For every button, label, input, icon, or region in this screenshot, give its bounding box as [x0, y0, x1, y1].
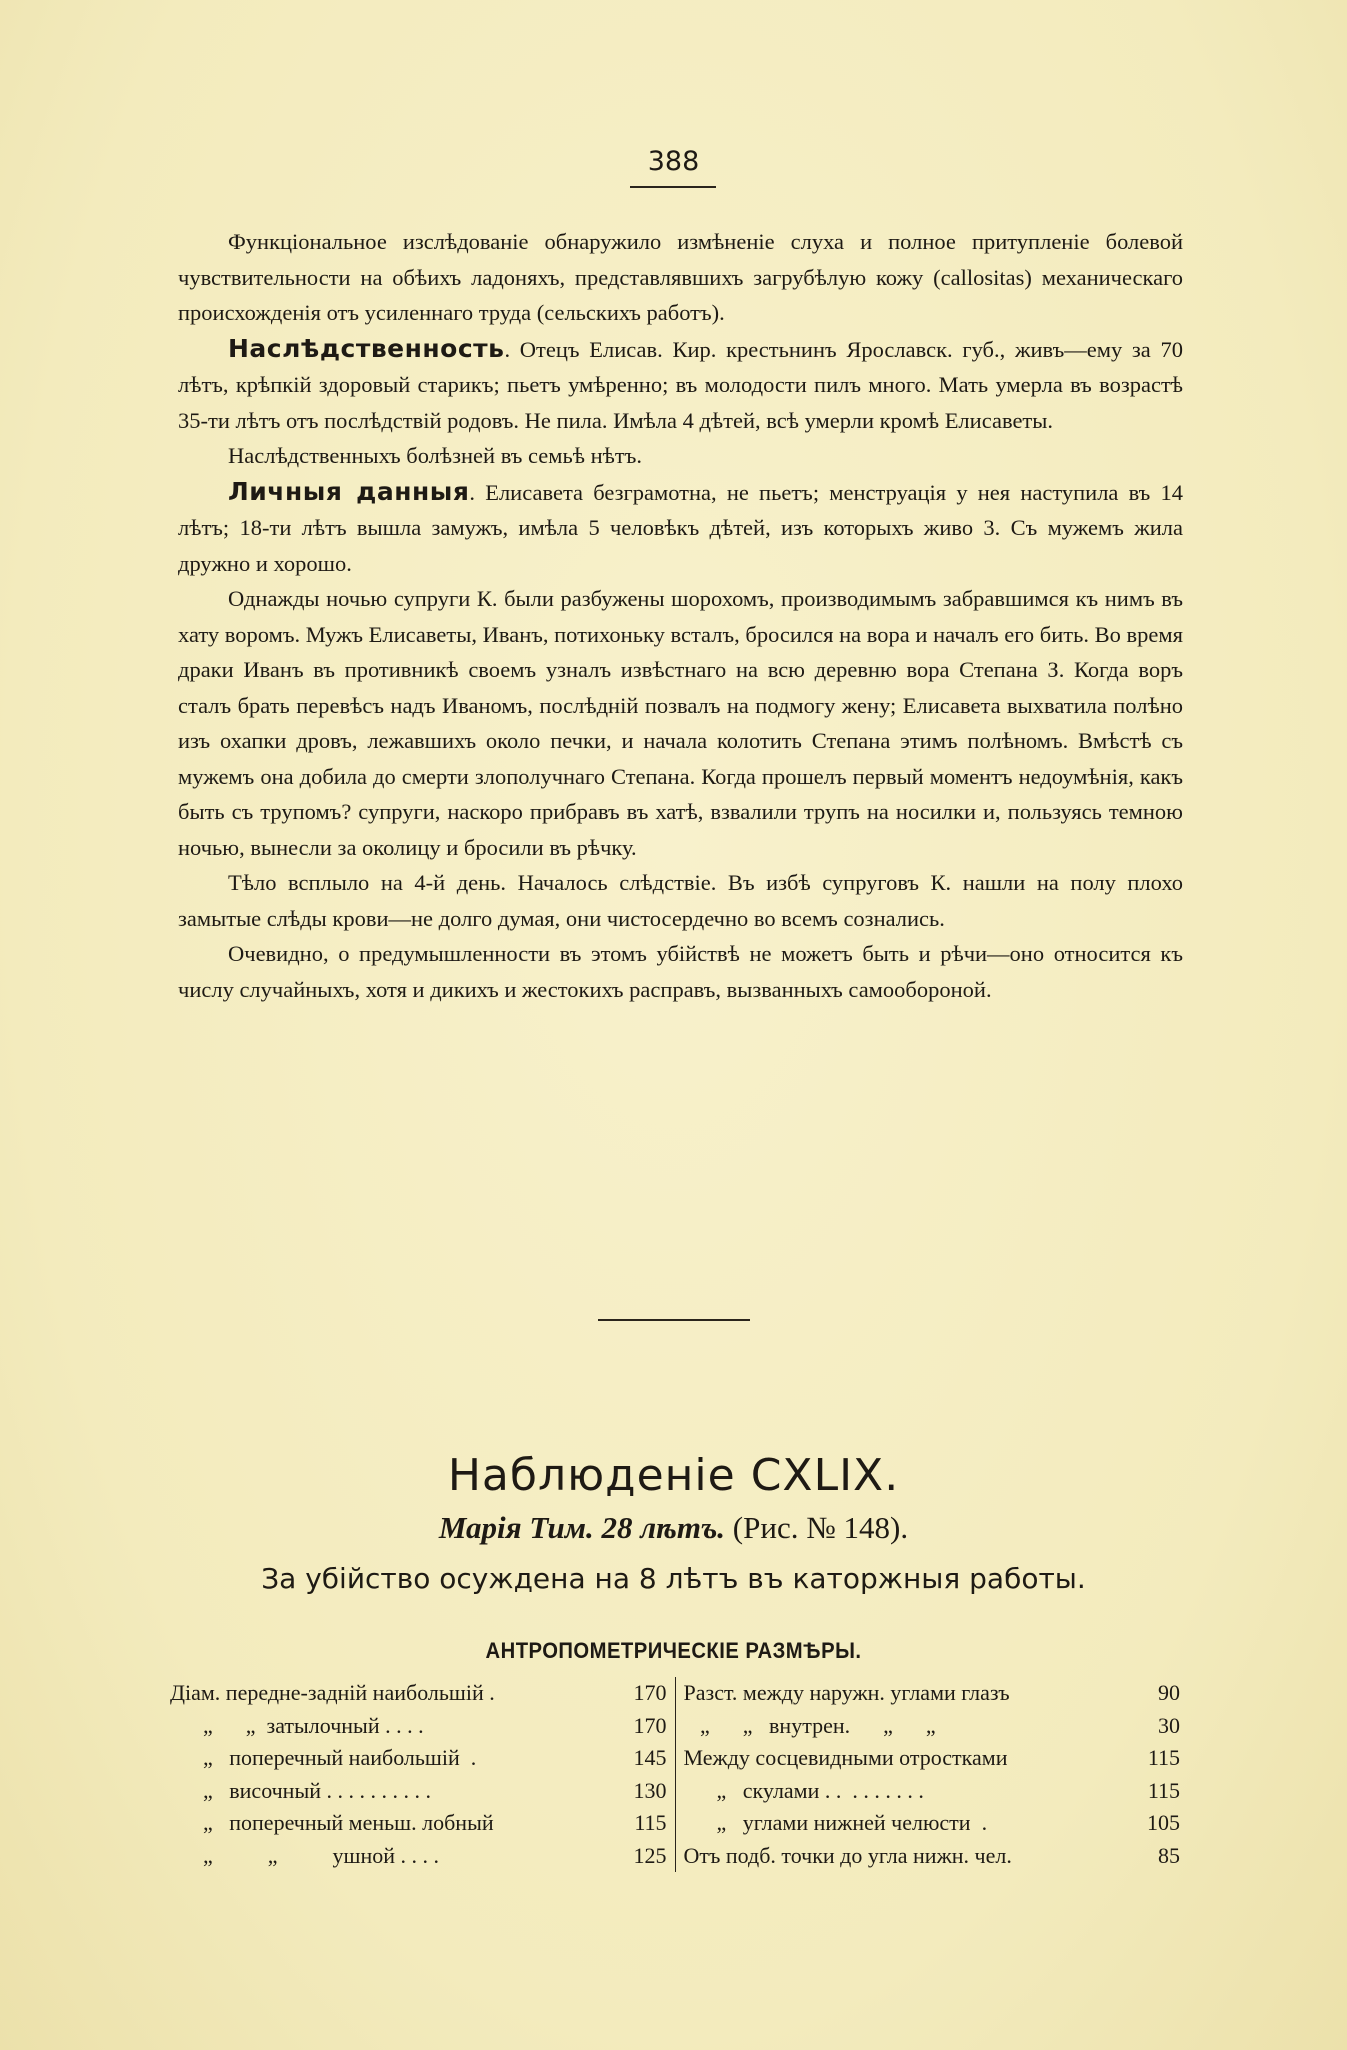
measurement-label: Между сосцевидными отростками: [683, 1745, 1008, 1771]
measurement-row: [170, 1840, 667, 1873]
paragraph-text: Наслѣдственныхъ болѣзней въ семьѣ нѣтъ.: [228, 443, 642, 468]
measurement-value: 30: [1158, 1712, 1180, 1738]
measurement-label: „ височный . . . . . . . . . .: [170, 1777, 432, 1803]
measurement-label: „ „ внутрен. „ „: [683, 1712, 936, 1738]
paragraph-text: . Отецъ Елисав. Кир. крестьнинъ Ярославск. губ., живъ—ему за 70 лѣтъ, крѣпкій здоровый старикъ; пьетъ умѣренно; въ молодости пилъ много. Мать умерла въ возрастѣ 35-ти лѣтъ отъ послѣдствій родовъ. Не пила. Имѣла 4 дѣтей, всѣ умерли кромѣ Елисаветы.: [178, 336, 1183, 433]
paragraph: [178, 224, 1183, 331]
measurement-label: „ „ ушной . . . .: [170, 1842, 440, 1868]
measurement-label: „ углами нижней челюсти .: [683, 1810, 988, 1836]
measurement-row: [684, 1807, 1181, 1840]
paragraph: [178, 865, 1183, 936]
observation-title: Наблюденіе CXLIX.: [447, 1450, 900, 1501]
measurement-value: 125: [633, 1842, 667, 1868]
measurement-value: 115: [1147, 1777, 1180, 1803]
observation-subtitle: [0, 1510, 1347, 1546]
observation-sentence: За убійство осуждена на 8 лѣтъ въ каторжныя работы.: [261, 1562, 1086, 1595]
measurement-label: „ поперечный наибольшій .: [170, 1745, 477, 1771]
page-number: 388: [647, 146, 700, 177]
page-number-underline: [630, 186, 716, 188]
measurement-label: Діам. передне-задній наибольшій .: [170, 1680, 495, 1706]
measurement-label: Отъ подб. точки до угла нижн. чел.: [683, 1842, 1012, 1868]
figure-reference: (Рис. № 148).: [725, 1510, 909, 1545]
paragraph-text: Очевидно, о предумышленности въ этомъ убійствѣ не можетъ быть и рѣчи—оно относится къ числу случайныхъ, хотя и дикихъ и жестокихъ расправъ, вызванныхъ самообороной.: [178, 941, 1183, 1002]
measurement-value: 145: [633, 1745, 667, 1771]
subject-name: Марія Тим. 28 лѣтъ.: [438, 1510, 726, 1545]
measurement-value: 90: [1158, 1680, 1180, 1706]
measurement-value: 105: [1147, 1810, 1180, 1836]
measurement-value: 85: [1158, 1842, 1180, 1868]
paragraph: [178, 936, 1183, 1007]
measurement-value: 115: [1147, 1745, 1180, 1771]
paragraph: [178, 331, 1183, 439]
section-separator: [598, 1319, 750, 1321]
measurement-label: „ „ затылочный . . . .: [170, 1712, 424, 1738]
measurement-value: 170: [633, 1712, 667, 1738]
paragraph-text: Тѣло всплыло на 4-й день. Началось слѣдствіе. Въ избѣ супруговъ К. нашли на полу плохо замытые слѣды крови—не долго думая, они чистосердечно во всемъ сознались.: [178, 870, 1183, 931]
measurement-row: [170, 1742, 667, 1775]
paragraph-text: . Елисавета безграмотна, не пьетъ; менструація у нея наступила въ 14 лѣтъ; 18-ти лѣтъ вышла замужъ, имѣла 5 человѣкъ дѣтей, изъ которыхъ живо 3. Съ мужемъ жила дружно и хорошо.: [178, 479, 1183, 576]
measurement-label: „ поперечный меньш. лобный: [170, 1810, 494, 1836]
measurement-row: [684, 1775, 1181, 1808]
body-text: [178, 224, 1183, 1007]
measurement-label: Разст. между наружн. углами глазъ: [683, 1680, 1010, 1706]
measurement-row: [684, 1710, 1181, 1743]
measurement-row: [684, 1677, 1181, 1710]
paragraph-text: Однажды ночью супруги К. были разбужены шорохомъ, производимымъ забравшимся къ нимъ въ хату воромъ. Мужъ Елисаветы, Иванъ, потихоньку всталъ, бросился на вора и началъ его бить. Во время драки Иванъ въ противникѣ своемъ узналъ извѣстнаго на всю деревню вора Степана З. Когда воръ сталъ брать перевѣсъ надъ Иваномъ, послѣдній позвалъ на подмогу жену; Елисавета выхватила полѣно изъ охапки дровъ, лежавшихъ около печки, и начала колотить Степана этимъ полѣномъ. Вмѣстѣ съ мужемъ она добила до смерти злополучнаго Степана. Когда прошелъ первый моментъ недоумѣнія, какъ быть съ трупомъ? супруги, наскоро прибравъ въ хатѣ, взвалили трупъ на носилки и, пользуясь темною ночью, вынесли за околицу и бросили въ рѣчку.: [178, 586, 1183, 860]
measurement-row: [170, 1807, 667, 1840]
measurement-row: [170, 1710, 667, 1743]
measurement-row: [684, 1742, 1181, 1775]
measurements-heading: АНТРОПОМЕТРИЧЕСКІЕ РАЗМѢРЫ.: [485, 1638, 862, 1663]
measurement-row: [170, 1677, 667, 1710]
section-lead: Личныя данныя: [228, 476, 470, 506]
measurements-table: [170, 1677, 1180, 1872]
measurement-value: 130: [633, 1777, 667, 1803]
measurement-row: [170, 1775, 667, 1808]
measurement-label: „ скулами . . . . . . . . .: [683, 1777, 924, 1803]
measurement-row: [684, 1840, 1181, 1873]
paragraph: [178, 581, 1183, 865]
paragraph: [178, 474, 1183, 582]
paragraph-text: Функціональное изслѣдованіе обнаружило измѣненіе слуха и полное притупленіе болевой чувствительности на обѣихъ ладоняхъ, представлявшихъ загрубѣлую кожу (callositas) механическаго происхожденія отъ усиленнаго труда (сельскихъ работъ).: [178, 229, 1183, 325]
section-lead: Наслѣдственность: [228, 333, 505, 363]
measurements-left-column: [170, 1677, 667, 1872]
measurements-right-column: [675, 1677, 1181, 1872]
measurement-value: 170: [633, 1680, 667, 1706]
paragraph: [178, 438, 1183, 474]
measurement-value: 115: [634, 1810, 667, 1836]
